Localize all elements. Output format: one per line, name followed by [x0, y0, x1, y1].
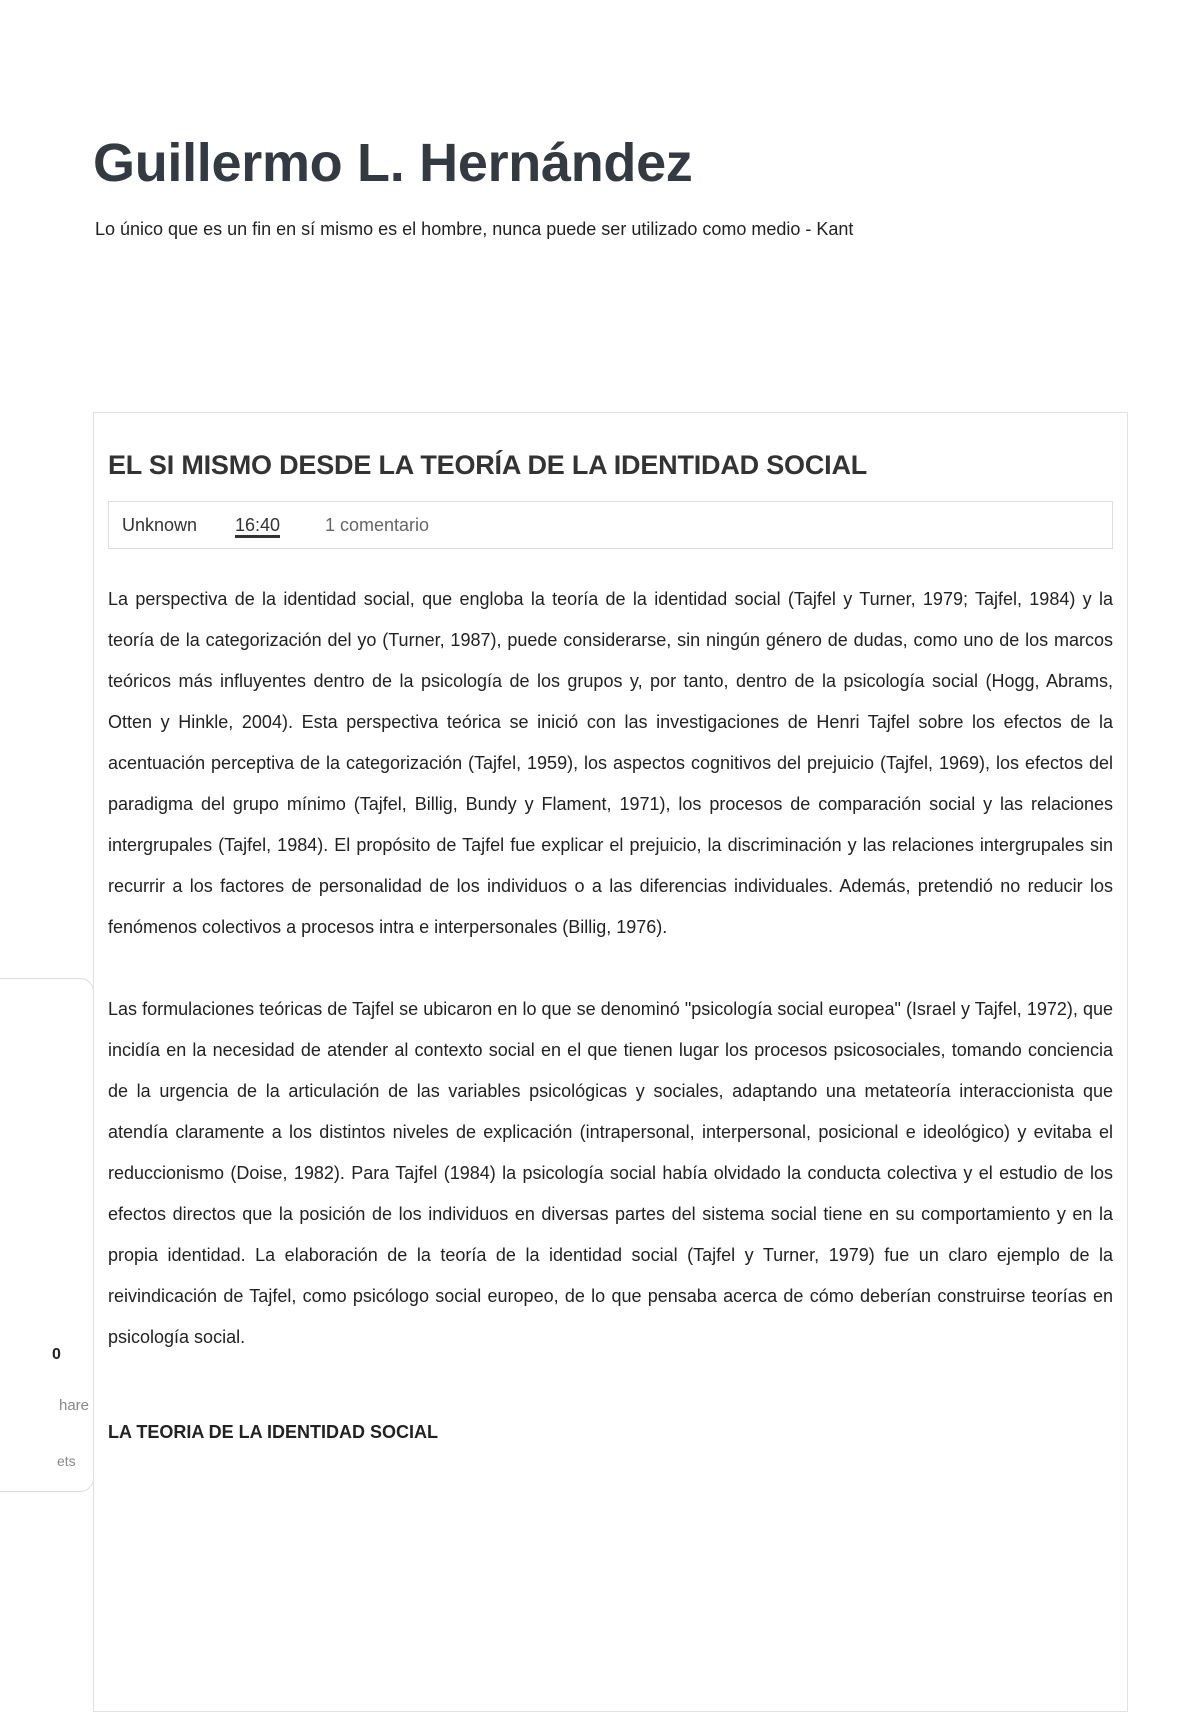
section-heading: LA TEORIA DE LA IDENTIDAD SOCIAL [108, 1422, 438, 1442]
post-card [93, 412, 1128, 1712]
share-count: 0 [52, 1346, 61, 1363]
post-paragraph: La perspectiva de la identidad social, que engloba la teoría de la identidad social (Tajfel y Turner, 1979; Tajfel, 1984) y la teoría de la categorización del yo (Turner, 1987), puede considerarse, sin ningún género de dudas, como uno de los marcos teóricos más influyentes dentro de la psicología de los grupos y, por tanto, dentro de la psicología social (Hogg, Abrams, Otten y Hinkle, 2004). Esta perspectiva teórica se inició con las investigaciones de Henri Tajfel sobre los efectos de la acentuación perceptiva de la categorización (Tajfel, 1959), los aspectos cognitivos del prejuicio (Tajfel, 1969), los efectos del paradigma del grupo mínimo (Tajfel, Billig, Bundy y Flament, 1971), los procesos de comparación social y las relaciones intergrupales (Tajfel, 1984). El propósito de Tajfel fue explicar el prejuicio, la discriminación y las relaciones intergrupales sin recurrir a los factores de personalidad de los individuos o a las diferencias individuales. Además, pretendió no reducir los fenómenos colectivos a procesos intra e interpersonales (Billig, 1976). [108, 589, 1113, 937]
post-meta [108, 501, 1113, 549]
blog-title[interactable]: Guillermo L. Hernández [93, 133, 693, 193]
post-paragraph: Las formulaciones teóricas de Tajfel se ubicaron en lo que se denominó "psicología social europea" (Israel y Tajfel, 1972), que incidía en la necesidad de atender al contexto social en el que tienen lugar los procesos psicosociales, tomando conciencia de la urgencia de la articulación de las variables psicológicas y sociales, adaptando una metateoría interaccionista que atendía claramente a los distintos niveles de explicación (intrapersonal, interpersonal, posicional e ideológico) y evitaba el reduccionismo (Doise, 1982). Para Tajfel (1984) la psicología social había olvidado la conducta colectiva y el estudio de los efectos directos que la posición de los individuos en diversas partes del sistema social tiene en su comportamiento y en la propia identidad. La elaboración de la teoría de la identidad social (Tajfel y Turner, 1979) fue un claro ejemplo de la reivindicación de Tajfel, como psicólogo social europeo, de lo que pensaba acerca de cómo deberían construirse teorías en psicología social. [108, 999, 1113, 1347]
share-label[interactable]: hare [59, 1397, 90, 1414]
post-author: Unknown [122, 515, 198, 535]
share-widget [0, 978, 94, 1492]
post-title[interactable]: EL SI MISMO DESDE LA TEORÍA DE LA IDENTIDAD SOCIAL [108, 450, 868, 480]
post-timestamp-link[interactable]: 16:40 [235, 515, 280, 538]
blog-description: Lo único que es un fin en sí mismo es el hombre, nunca puede ser utilizado como medio - Kant [95, 219, 854, 239]
tweets-label[interactable]: ets [57, 1453, 76, 1469]
post-body [108, 579, 1113, 1453]
post-comments-link[interactable]: 1 comentario [325, 515, 430, 535]
